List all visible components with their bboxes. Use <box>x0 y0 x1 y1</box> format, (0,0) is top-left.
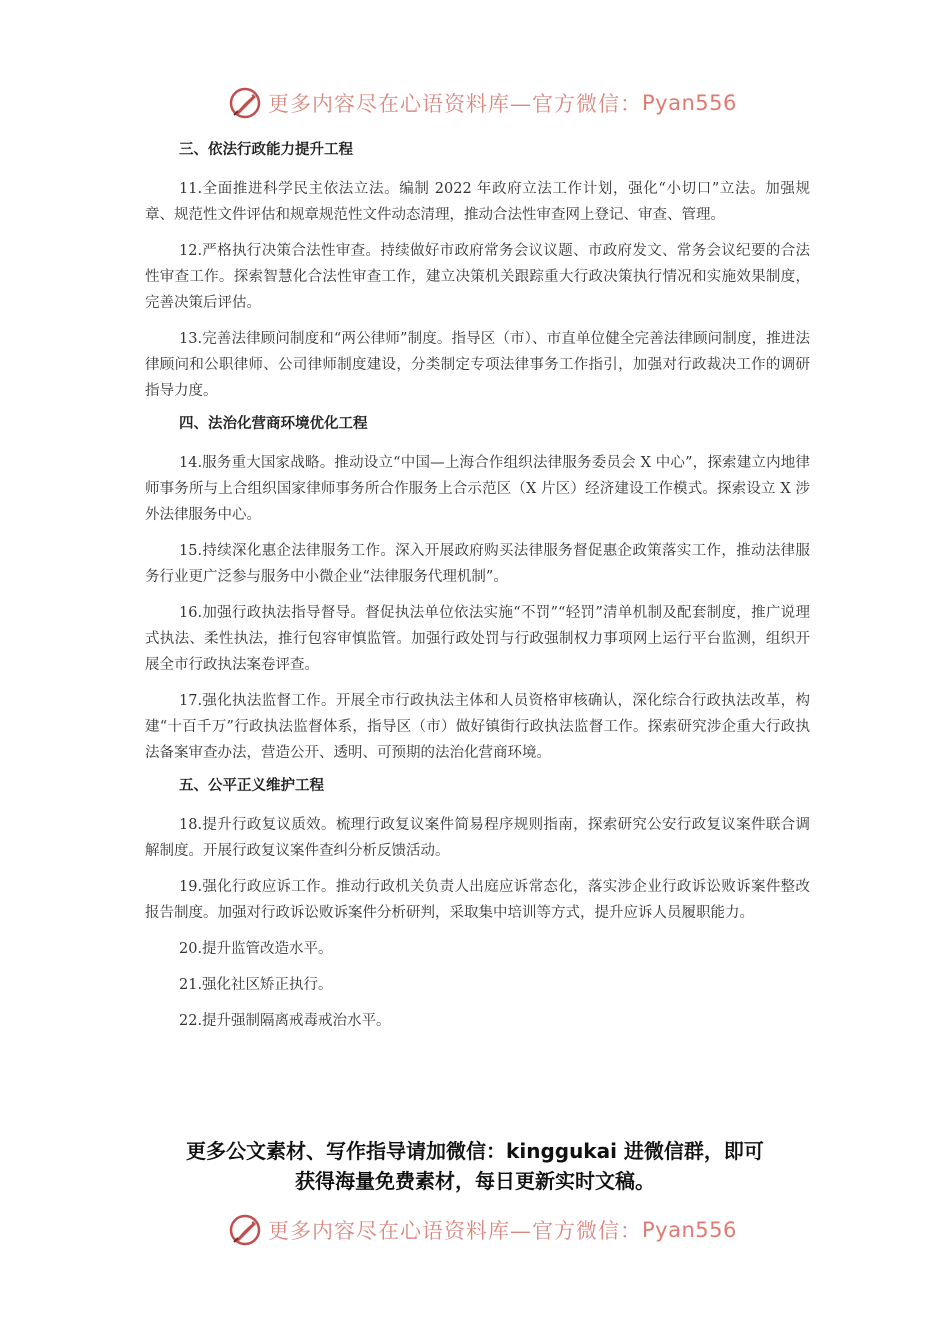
section-heading: 三、依法行政能力提升工程 <box>179 142 353 158</box>
document-body <box>145 140 810 1044</box>
banner-wechat-id: Pyan556 <box>642 91 737 115</box>
paragraph: 13.完善法律顾问制度和“两公律师”制度。指导区（市）、市直单位健全完善法律顾问制度，推进法律顾问和公职律师、公司律师制度建设，分类制定专项法律事务工作指引，加强对行政裁决工作的调研指导力度。 <box>145 331 810 399</box>
paragraph: 21.强化社区矫正执行。 <box>179 977 333 993</box>
footer-note-line-1: 更多公文素材、写作指导请加微信：kinggukai 进微信群，即可 <box>186 1139 764 1163</box>
section-heading: 四、法治化营商环境优化工程 <box>179 416 368 432</box>
paragraph: 19.强化行政应诉工作。推动行政机关负责人出庭应诉常态化，落实涉企业行政诉讼败诉案件整改报告制度。加强对行政诉讼败诉案件分析研判，采取集中培训等方式，提升应诉人员履职能力。 <box>145 879 810 921</box>
paragraph: 14.服务重大国家战略。推动设立“中国—上海合作组织法律服务委员会 X 中心”，探索建立内地律师事务所与上合组织国家律师事务所合作服务上合示范区（X 片区）经济建设工作模式。探索设立 X 涉外法律服务中心。 <box>145 455 810 523</box>
quill-logo-icon <box>228 1213 262 1247</box>
banner-wechat-id: Pyan556 <box>642 1218 737 1242</box>
banner-text: 更多内容尽在心语资料库—官方微信： <box>268 92 642 116</box>
section-heading: 五、公平正义维护工程 <box>179 778 324 794</box>
footer-promo-note <box>100 1136 850 1196</box>
paragraph: 12.严格执行决策合法性审查。持续做好市政府常务会议议题、市政府发文、常务会议纪要的合法性审查工作。探索智慧化合法性审查工作，建立决策机关跟踪重大行政决策执行情况和实施效果制度，完善决策后评估。 <box>145 243 810 311</box>
quill-logo-icon <box>228 86 262 120</box>
header-banner <box>0 83 950 123</box>
paragraph: 18.提升行政复议质效。梳理行政复议案件简易程序规则指南，探索研究公安行政复议案件联合调解制度。开展行政复议案件查纠分析反馈活动。 <box>145 817 810 859</box>
paragraph: 22.提升强制隔离戒毒戒治水平。 <box>179 1013 391 1029</box>
banner-text: 更多内容尽在心语资料库—官方微信： <box>268 1219 642 1243</box>
paragraph: 17.强化执法监督工作。开展全市行政执法主体和人员资格审核确认，深化综合行政执法改革，构建“十百千万”行政执法监督体系，指导区（市）做好镇街行政执法监督工作。探索研究涉企重大行政执法备案审查办法，营造公开、透明、可预期的法治化营商环境。 <box>145 693 810 761</box>
paragraph: 11.全面推进科学民主依法立法。编制 2022 年政府立法工作计划，强化“小切口”立法。加强规章、规范性文件评估和规章规范性文件动态清理，推动合法性审查网上登记、审查、管理。 <box>145 181 810 223</box>
paragraph: 16.加强行政执法指导督导。督促执法单位依法实施“不罚”“轻罚”清单机制及配套制度，推广说理式执法、柔性执法，推行包容审慎监管。加强行政处罚与行政强制权力事项网上运行平台监测，组织开展全市行政执法案卷评查。 <box>145 605 810 673</box>
paragraph: 20.提升监管改造水平。 <box>179 941 333 957</box>
paragraph: 15.持续深化惠企法律服务工作。深入开展政府购买法律服务督促惠企政策落实工作，推动法律服务行业更广泛参与服务中小微企业“法律服务代理机制”。 <box>145 543 810 585</box>
footer-banner <box>0 1210 950 1250</box>
footer-note-line-2: 获得海量免费素材，每日更新实时文稿。 <box>295 1169 655 1193</box>
